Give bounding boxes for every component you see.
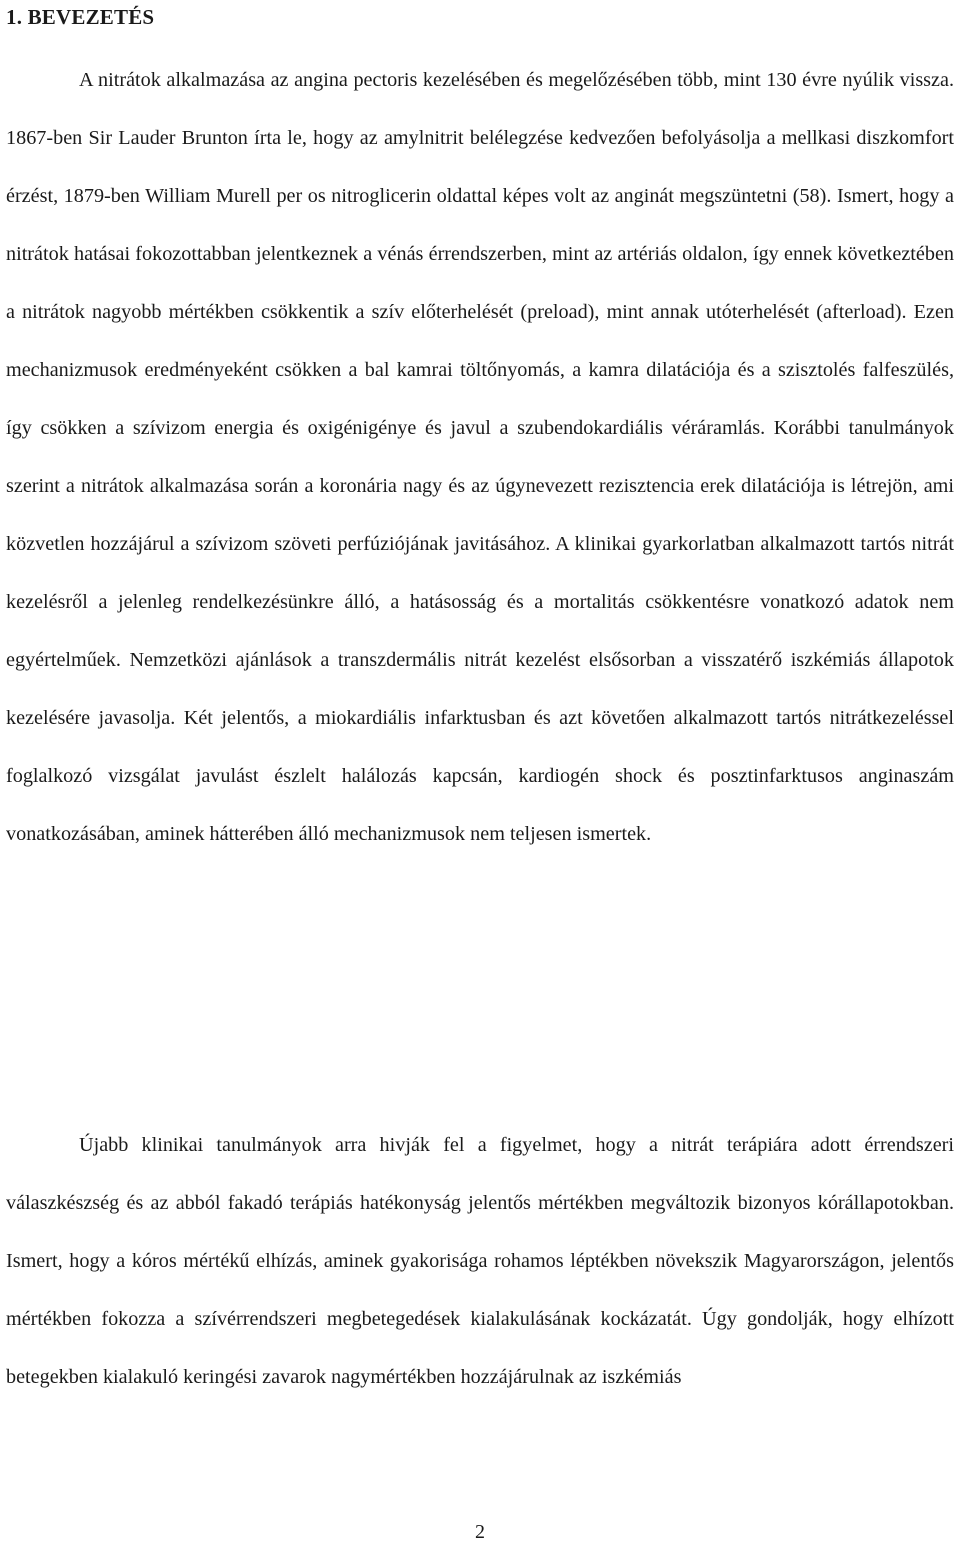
section-heading: 1. BEVEZETÉS (6, 5, 155, 29)
paragraph-nitrate-history: A nitrátok alkalmazása az angina pectoris kezelésében és megelőzésében több, mint 130 évre nyúlik vissza. 1867-ben Sir Lauder Brunton írta le, hogy az amylnitrit belélegzése kedvezően befolyásolja a mellkasi diszkomfort érzést, 1879-ben William Murell per os nitroglicerin oldattal képes volt az anginát megszüntetni (58). Ismert, hogy a nitrátok hatásai fokozottabban jelentkeznek a vénás érrendszerben, mint az artériás oldalon, így ennek következtében a nitrátok nagyobb mértékben csökkentik a szív előterhelését (preload), mint annak utóterhelését (afterload). Ezen mechanizmusok eredményeként csökken a bal kamrai töltőnyomás, a kamra dilatációja és a szisztolés falfeszülés, így csökken a szívizom energia és oxigénigénye és javul a szubendokardiális véráramlás. Korábbi tanulmányok szerint a nitrátok alkalmazása során a koronária nagy és az úgynevezett rezisztencia erek dilatációja is létrejön, ami közvetlen hozzájárul a szívizom szöveti perfúziójának javitásához. A klinikai gyarkorlatban alkalmazott tartós nitrát kezelésről a jelenleg rendelkezésünkre álló, a hatásosság és a mortalitás csökkentésre vonatkozó adatok nem egyértelműek. Nemzetközi ajánlások a transzdermális nitrát kezelést elsősorban a visszatérő iszkémiás állapotok kezelésére javasolja. Két jelentős, a miokardiális infarktusban és azt követően alkalmazott tartós nitrátkezeléssel foglalkozó vizsgálat javulást észlelt halálozás kapcsán, kardiogén shock és posztinfarktusos anginaszám vonatkozásában, aminek hátterében álló mechanizmusok nem teljesen ismertek. (6, 69, 954, 845)
page-number: 2 (475, 1521, 485, 1543)
paragraph-clinical-studies: Újabb klinikai tanulmányok arra hivják fel a figyelmet, hogy a nitrát terápiára adott érrendszeri válaszkészség és az abból fakadó terápiás hatékonyság jelentős mértékben megváltozik bizonyos kórállapotokban. Ismert, hogy a kóros mértékű elhízás, aminek gyakorisága rohamos léptékben növekszik Magyarországon, jelentős mértékben fokozza a szívérrendszeri megbetegedések kialakulásának kockázatát. Úgy gondolják, hogy elhízott betegekben kialakuló keringési zavarok nagymértékben hozzájárulnak az iszkémiás (6, 1134, 954, 1388)
